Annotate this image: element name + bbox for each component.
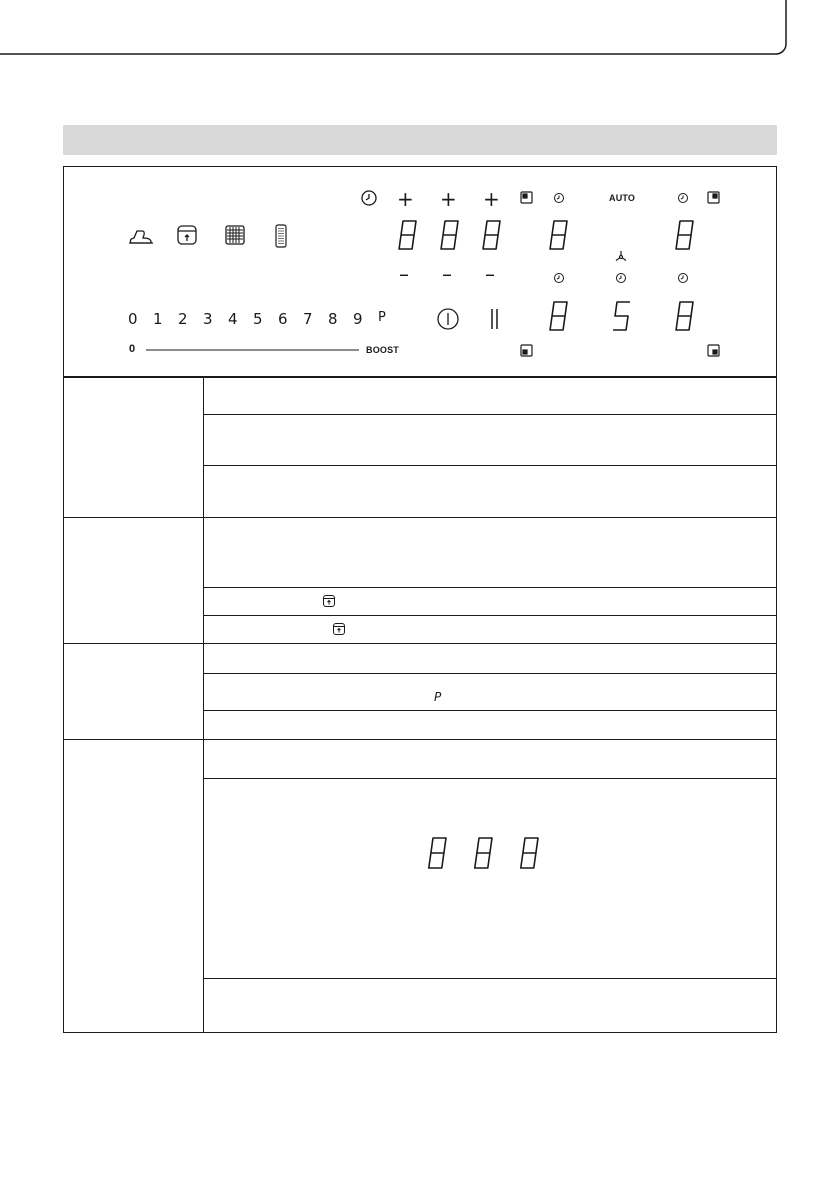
drip-tray-icon [323, 595, 335, 607]
power-level-8[interactable]: 8 [328, 310, 338, 328]
zone-timer-icon [617, 274, 626, 283]
display-digit-2 [441, 221, 458, 249]
description-table [63, 377, 777, 1033]
auto-label[interactable]: AUTO [609, 193, 636, 203]
timer-display-digit [521, 838, 538, 868]
display-digit-8 [676, 302, 693, 330]
timer-minus-button[interactable]: – [442, 262, 452, 286]
power-level-p[interactable]: P [378, 310, 386, 325]
power-level-3[interactable]: 3 [203, 310, 213, 328]
table-group-separator [64, 517, 776, 518]
pause-icon [492, 309, 497, 329]
hood-icon [129, 231, 153, 243]
timer-plus-button[interactable]: + [440, 187, 457, 211]
table-row-separator [203, 414, 776, 415]
power-level-1[interactable]: 1 [153, 310, 163, 328]
zone-timer-icon [679, 274, 688, 283]
display-digit-3 [483, 221, 500, 249]
zone-timer-icon [555, 274, 564, 283]
timer-minus-button[interactable]: – [485, 262, 495, 286]
filter-icon [276, 225, 286, 247]
display-digit-7 [613, 302, 630, 330]
fan-icon [616, 251, 626, 261]
power-level-6[interactable]: 6 [278, 310, 288, 328]
zone-timer-icon [555, 194, 564, 203]
table-group-separator [64, 643, 776, 644]
table-group-separator [64, 739, 776, 740]
timer-display-digit [429, 838, 446, 868]
timer-clock-icon [362, 191, 376, 205]
power-level-2[interactable]: 2 [178, 310, 188, 328]
power-level-9[interactable]: 9 [353, 310, 363, 328]
section-header-bar [63, 125, 777, 155]
power-level-7[interactable]: 7 [303, 310, 313, 328]
table-row-separator [203, 710, 776, 711]
display-digit-4 [550, 221, 567, 249]
table-row-separator [203, 465, 776, 466]
timer-plus-button[interactable]: + [397, 187, 414, 211]
table-row-separator [203, 615, 776, 616]
timer-minus-button[interactable]: – [399, 262, 409, 286]
zone-rear-right-icon [708, 345, 719, 356]
timer-display-digit [475, 838, 492, 868]
grid-icon [226, 226, 244, 244]
table-row-separator [203, 978, 776, 979]
table-column-divider [203, 378, 204, 1032]
page-cut-mark [0, 0, 839, 60]
power-icon [438, 309, 458, 329]
power-p-symbol: P [434, 690, 442, 704]
zone-timer-icon [679, 194, 688, 203]
zone-rear-left-icon [521, 345, 532, 356]
power-level-5[interactable]: 5 [253, 310, 263, 328]
drip-tray-icon [333, 623, 345, 635]
panel-graphics [64, 167, 776, 376]
display-digit-6 [550, 302, 567, 330]
zone-right-icon [708, 192, 719, 203]
power-level-4[interactable]: 4 [228, 310, 238, 328]
table-row-separator [203, 673, 776, 674]
zone-left-icon [521, 192, 532, 203]
table-row-separator [203, 587, 776, 588]
timer-plus-button[interactable]: + [483, 187, 500, 211]
boost-label[interactable]: BOOST [366, 345, 400, 355]
display-digit-5 [676, 221, 693, 249]
power-level-0[interactable]: 0 [128, 310, 138, 328]
timer-display-graphic [428, 836, 558, 872]
table-row-separator [203, 778, 776, 779]
drip-tray-icon [178, 226, 196, 244]
display-digit-1 [399, 221, 416, 249]
control-panel-diagram [63, 166, 777, 377]
boost-start-label: 0 [129, 343, 136, 355]
